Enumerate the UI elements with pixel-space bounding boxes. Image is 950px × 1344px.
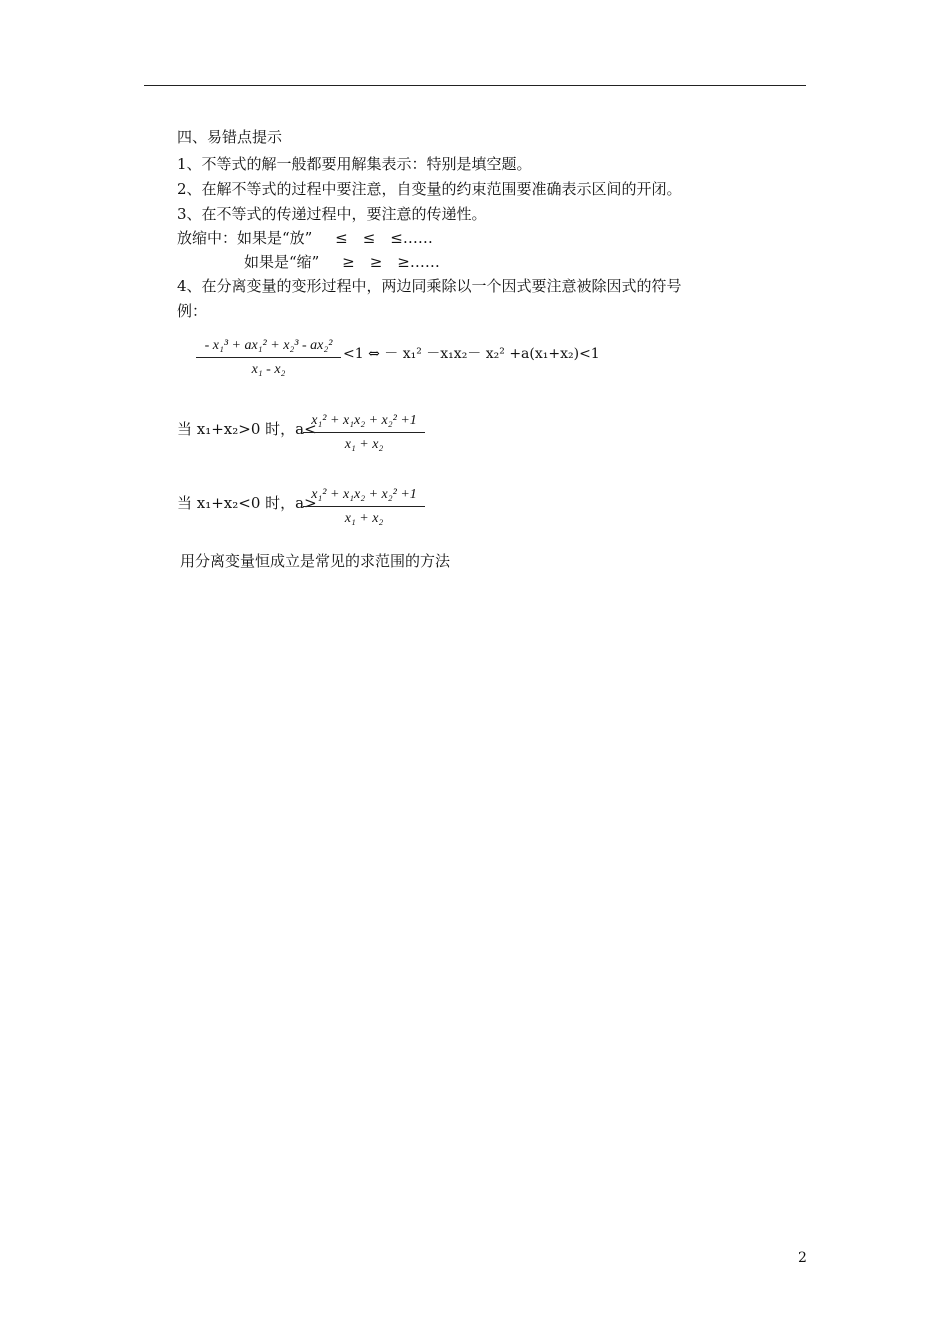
case1-fraction — [303, 413, 425, 453]
scaling-label: 放缩中：如果是“放” — [177, 229, 313, 247]
section-title: 四、易错点提示 — [177, 128, 283, 146]
conclusion: 用分离变量恒成立是常见的求范围的方法 — [180, 552, 451, 570]
item-3: 3、在不等式的传递过程中，要注意的传递性。 — [177, 205, 487, 223]
case1-prefix: 当 x₁+x₂>0 时，a< — [177, 420, 317, 438]
eq1-rhs: <1 ⇔ － x₁² －x₁x₂－ x₂² +a(x₁+x₂)<1 — [343, 346, 600, 362]
eq1-numerator: - x₁³ + ax₁² + x₂³ - ax₂² — [204, 338, 333, 353]
item-2: 2、在解不等式的过程中要注意，自变量的约束范围要准确表示区间的开闭。 — [177, 180, 682, 198]
item-1: 1、不等式的解一般都要用解集表示：特别是填空题。 — [177, 155, 532, 173]
case2-denominator: x₁ + x₂ — [303, 506, 425, 527]
case2-prefix: 当 x₁+x₂<0 时，a> — [177, 494, 317, 512]
eq1-fraction — [196, 338, 341, 378]
suo-label: 如果是“缩” — [244, 253, 320, 271]
example-label: 例： — [177, 302, 208, 320]
suo-relations: ≥ ≥ ≥…… — [342, 253, 440, 271]
case1-numerator: x₁² + x₁x₂ + x₂² +1 — [311, 413, 417, 428]
eq1-denominator: x₁ - x₂ — [196, 357, 341, 378]
case2-fraction — [303, 487, 425, 527]
case1-denominator: x₁ + x₂ — [303, 432, 425, 453]
item-4: 4、在分离变量的变形过程中，两边同乘除以一个因式要注意被除因式的符号 — [177, 277, 682, 295]
page-number: 2 — [798, 1250, 807, 1266]
header-rule — [144, 85, 806, 86]
case2-numerator: x₁² + x₁x₂ + x₂² +1 — [311, 487, 417, 502]
scaling-fang-line — [177, 229, 433, 247]
scaling-suo-line — [244, 253, 440, 271]
fang-relations: ≤ ≤ ≤…… — [335, 229, 433, 247]
